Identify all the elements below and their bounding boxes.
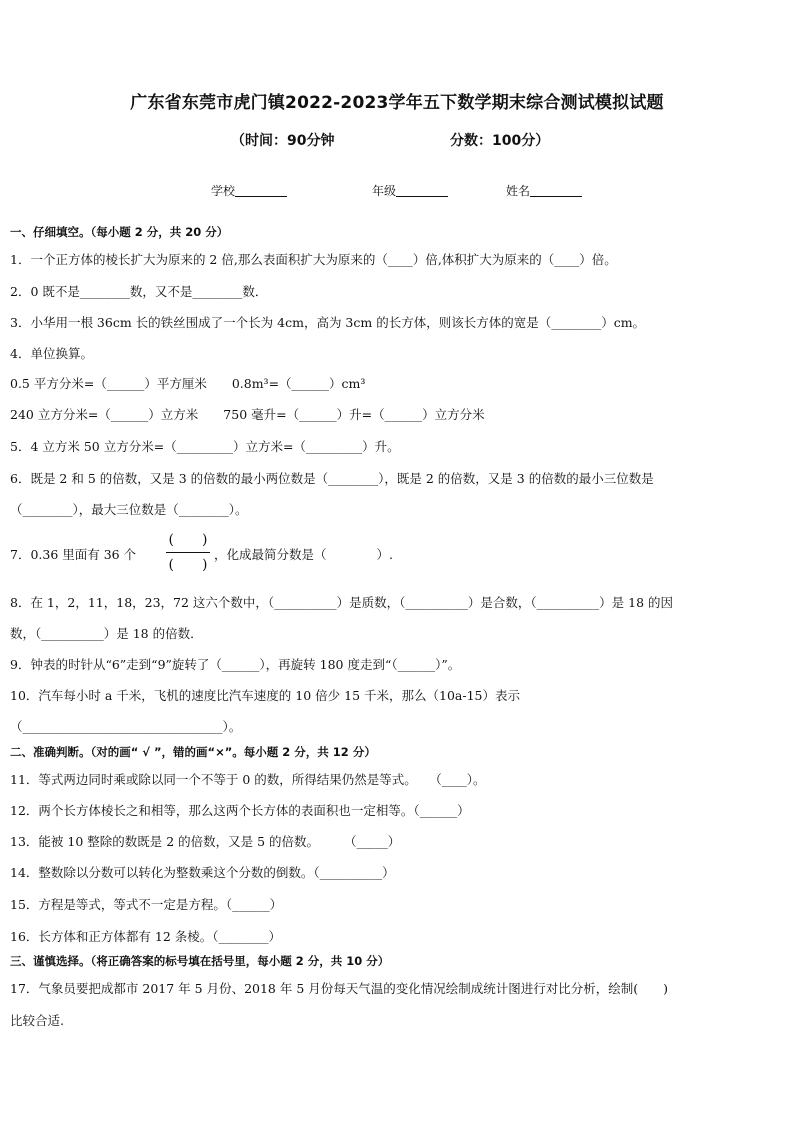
section-3-heading: 三、谨慎选择。（将正确答案的标号填在括号里，每小题 2 分，共 10 分）	[10, 954, 390, 968]
question-2: 2．0 既不是________数，又不是________数．	[10, 284, 268, 299]
question-15: 15．方程是等式，等式不一定是方程。（______）	[10, 897, 283, 912]
question-7-prefix: 7．0.36 里面有 36 个	[10, 547, 137, 562]
question-13: 13．能被 10 整除的数既是 2 的倍数，又是 5 的倍数。 （_____）	[10, 834, 401, 849]
fraction-bar	[166, 552, 210, 553]
question-8-line-b: 数，（__________）是 18 的倍数．	[10, 626, 203, 641]
exam-score: 分数：100分）	[450, 133, 550, 149]
question-1: 1．一个正方体的棱长扩大为原来的 2 倍,那么表面积扩大为原来的（____）倍,体积扩大为原来的（____）倍。	[10, 252, 617, 267]
question-5: 5．4 立方米 50 立方分米=（_________）立方米=（_________）升。	[10, 439, 400, 454]
exam-title: 广东省东莞市虎门镇2022-2023学年五下数学期末综合测试模拟试题	[130, 93, 664, 113]
school-blank[interactable]	[235, 184, 287, 197]
question-3: 3．小华用一根 36cm 长的铁丝围成了一个长为 4cm，高为 3cm 的长方体，则该长方体的宽是（________）cm。	[10, 315, 646, 330]
question-12: 12．两个长方体棱长之和相等，那么这两个长方体的表面积也一定相等。（______）	[10, 803, 470, 818]
grade-blank[interactable]	[396, 184, 448, 197]
exam-time: （时间：90分钟	[231, 133, 335, 149]
question-14: 14．整数除以分数可以转化为整数乘这个分数的倒数。（__________）	[10, 865, 395, 880]
question-6-line-b: （________），最大三位数是（________）。	[10, 502, 248, 517]
grade-label: 年级	[372, 184, 397, 198]
question-4-line-b: 240 立方分米=（______）立方米 750 毫升=（______）升=（______）立方分米	[10, 407, 485, 422]
question-8-line-a: 8．在 1，2，11，18，23，72 这六个数中，（__________）是质数，（__________）是合数，（__________）是 18 的因	[10, 595, 674, 610]
name-field	[506, 182, 582, 199]
question-10-line-b: （________________________________）。	[10, 719, 242, 734]
section-2-heading: 二、准确判断。（对的画“ √ ”，错的画“×”。每小题 2 分，共 12 分）	[10, 745, 376, 759]
fraction-denominator-blank[interactable]: ( )	[168, 557, 208, 573]
question-4-line-a: 0.5 平方分米=（______）平方厘米 0.8m³=（______）cm³	[10, 376, 366, 391]
name-blank[interactable]	[530, 184, 582, 197]
section-1-heading: 一、仔细填空。（每小题 2 分，共 20 分）	[10, 225, 229, 239]
question-9: 9．钟表的时针从“6”走到“9”旋转了（______），再旋转 180 度走到“（______）”。	[10, 657, 461, 672]
name-label: 姓名	[506, 184, 531, 198]
school-label: 学校	[211, 184, 236, 198]
question-4: 4．单位换算。	[10, 346, 93, 361]
question-7-suffix: ，化成最简分数是（ ）.	[214, 547, 393, 562]
grade-field	[372, 182, 448, 199]
question-7-fraction	[166, 530, 210, 576]
question-6-line-a: 6．既是 2 和 5 的倍数，又是 3 的倍数的最小两位数是（________），既是 2 的倍数，又是 3 的倍数的最小三位数是	[10, 471, 654, 486]
school-field	[211, 182, 287, 199]
question-17-line-b: 比较合适.	[10, 1013, 64, 1028]
fraction-numerator-blank[interactable]: ( )	[168, 532, 208, 548]
question-17-line-a: 17．气象员要把成都市 2017 年 5 月份、2018 年 5 月份每天气温的变化情况绘制成统计图进行对比分析，绘制( )	[10, 981, 669, 996]
question-10-line-a: 10．汽车每小时 a 千米，飞机的速度比汽车速度的 10 倍少 15 千米，那么（10a-15）表示	[10, 688, 520, 703]
question-11: 11．等式两边同时乘或除以同一个不等于 0 的数，所得结果仍然是等式。 （____）。	[10, 772, 486, 787]
question-16: 16．长方体和正方体都有 12 条棱。（________）	[10, 929, 282, 944]
